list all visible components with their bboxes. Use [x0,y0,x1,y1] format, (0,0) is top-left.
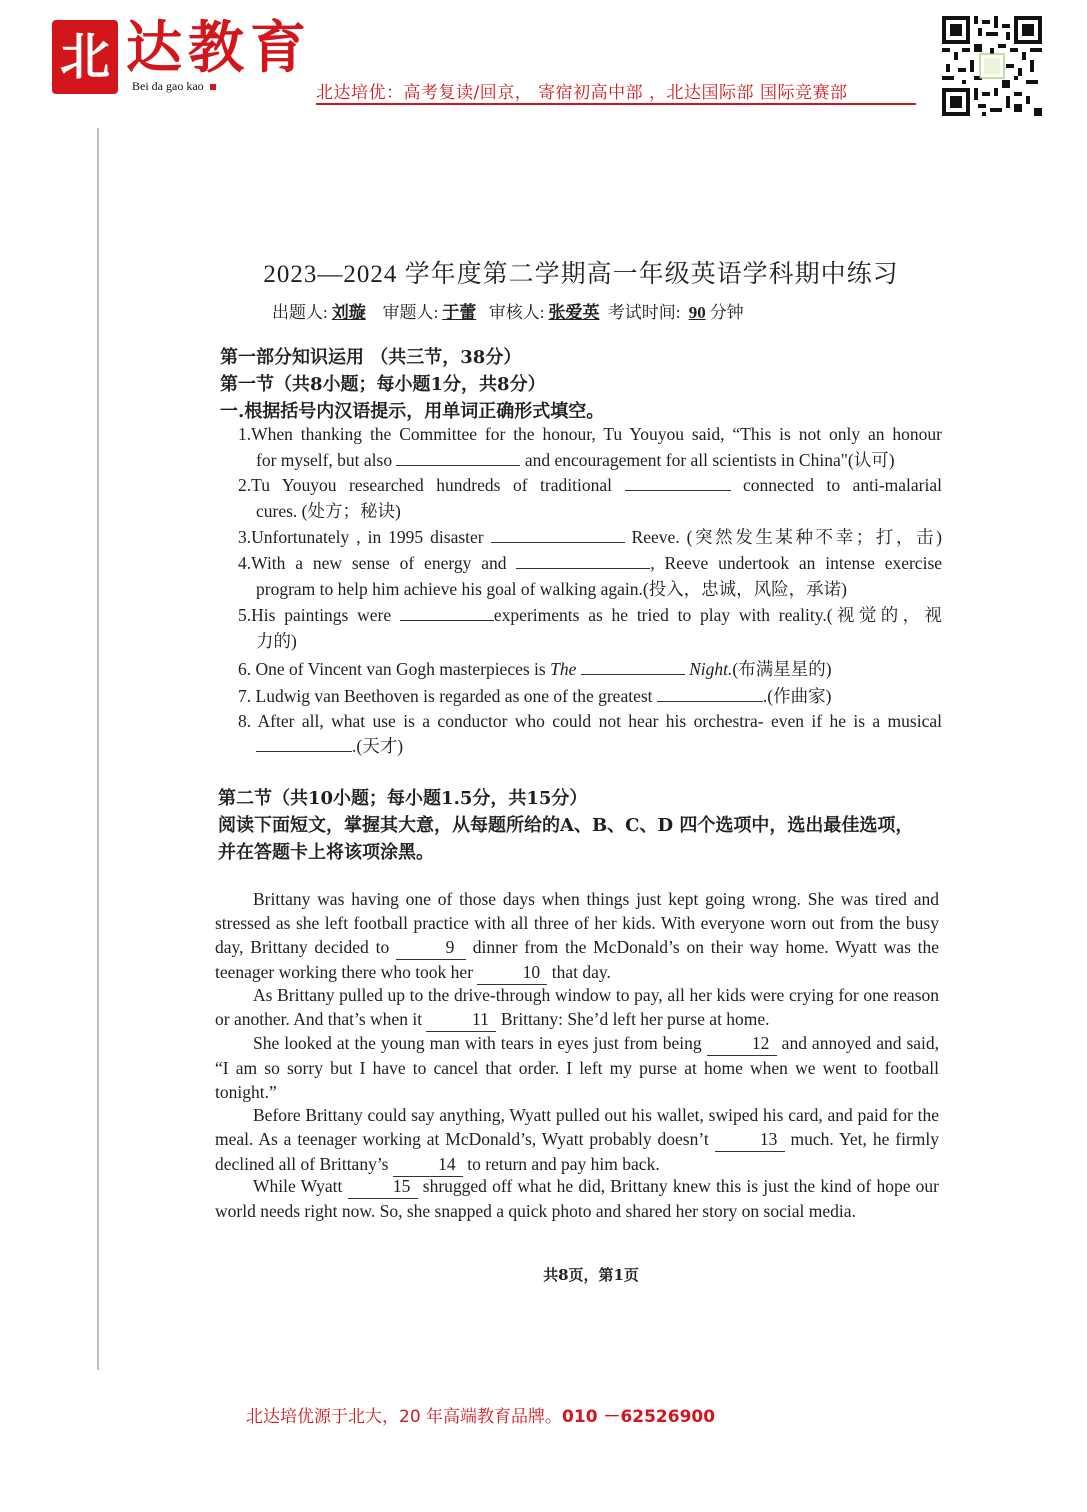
question-7: 7. Ludwig van Beethoven is regarded as one of the greatest .(作曲家) [238,683,942,709]
cloze-gap-10: 10 [477,960,547,985]
binding-line [97,128,99,1370]
question-1-line2: for myself, but also and encouragement for all scientists in China"(认可) [256,447,942,473]
cloze-gap-11: 11 [426,1007,496,1032]
logo-glyph: 北 [60,28,110,86]
exam-title: 2023—2024 学年度第二学期高一年级英语学科期中练习 [263,261,899,288]
brand-pinyin: Bei da gao kao [132,79,216,94]
section1-heading: 第一节（共8小题；每小题1分，共8分） [220,374,546,395]
question-5-line2: 力的) [256,631,297,651]
cloze-gap-14: 14 [393,1152,463,1177]
question-4-line1: 4.With a new sense of energy and , Reeve undertook an intense exercise [238,550,942,576]
brand-logo [52,20,118,94]
question-8-line1: 8. After all, what use is a conductor who could not hear his orchestra- even if he is a musical [238,711,942,731]
answer-blank-4 [516,550,650,569]
question-4-line2: program to help him achieve his goal of walking again.(投入，忠诚，风险，承诺) [256,579,847,599]
answer-blank-5 [400,602,494,621]
answer-blank-1 [396,447,520,466]
brand-name: 达教育 [126,15,312,81]
section2-instructions-1: 阅读下面短文，掌握其大意，从每题所给的A、B、C、D 四个选项中，选出最佳选项， [218,815,914,836]
cloze-gap-9: 9 [396,935,466,960]
cloze-gap-13: 13 [715,1127,785,1152]
exam-duration: 90 [688,303,706,322]
question-2-line1: 2.Tu Youyou researched hundreds of traditional connected to anti-malarial [238,472,942,498]
answer-blank-8 [256,733,352,752]
contact-phone: 010 －62526900 [562,1407,716,1427]
setter-name: 刘璇 [331,303,366,322]
reviewer-name: 于蕾 [442,303,477,322]
answer-blank-3 [491,524,625,543]
question-1-line1: 1.When thanking the Committee for the honour, Tu Youyou said, “This is not only an honour [238,424,942,444]
question-2-line2: cures. (处方；秘诀) [256,501,401,521]
section2-heading: 第二节（共10小题；每小题1.5分，共15分） [218,788,588,809]
passage-paragraph-2: As Brittany pulled up to the drive-through window to pay, all her kids were crying for one reason or another. And that’s when it 11 Brittany: She’d left her purse at home. [215,983,939,1032]
question-3: 3.Unfortunately , in 1995 disaster Reeve. (突然发生某种不幸；打，击) [238,524,942,550]
checker-name: 张爱英 [548,303,600,322]
cloze-gap-15: 15 [348,1174,418,1199]
question-5-line1: 5.His paintings were experiments as he tried to play with reality.(视觉的，视 [238,602,942,628]
answer-blank-2 [625,472,731,491]
header-divider [316,103,916,105]
passage-paragraph-5: While Wyatt 15 shrugged off what he did, Brittany knew this is just the kind of hope our world needs right now. So, she snapped a quick photo and shared her story on social media. [215,1176,940,1221]
pinyin-mark-icon [210,84,216,90]
question-8-line2: .(天才) [256,733,942,759]
header-tagline: 北达培优：高考复读/回京， 寄宿初高中部 ，北达国际部 国际竞赛部 [316,83,848,103]
exam-meta: 出题人: 刘璇 审题人: 于蕾 审核人: 张爱英 考试时间: 90 分钟 [272,303,744,322]
answer-blank-7 [657,683,763,702]
bottom-banner: 北达培优源于北大，20 年高端教育品牌。010 －62526900 [246,1407,716,1427]
page-number: 共8页，第1页 [543,1266,639,1284]
passage-paragraph-4: Before Brittany could say anything, Wyatt pulled out his wallet, swiped his card, and paid for the meal. As a teenager working at McDonald’s, Wyatt probably doesn’t 13 much. Yet, he firmly declined all of Brittany’s 14 to return and pay him back. [215,1103,939,1177]
question-6: 6. One of Vincent van Gogh masterpieces is The Night.(布满星星的) [238,656,942,682]
answer-blank-6 [581,656,685,675]
passage-paragraph-3: She looked at the young man with tears in eyes just from being 12 and annoyed and said, “I am so sorry but I have to cancel that order. I left my purse at home when we went to football tonight.” [215,1033,940,1102]
cloze-gap-12: 12 [707,1031,777,1056]
passage-paragraph-1: Brittany was having one of those days when things just kept going wrong. She was tired and stressed as she left football practice with all three of her kids. With everyone worn out from the busy day, Brittany decided to 9 dinner from the McDonald’s on their way home. Wyatt was the teenager working there who took her 10 that day. [215,887,939,985]
section1-instructions: 一.根据括号内汉语提示，用单词正确形式填空。 [220,401,605,422]
section2-instructions-2: 并在答题卡上将该项涂黑。 [218,842,434,863]
part1-heading: 第一部分知识运用 （共三节，38分） [220,347,522,368]
qr-code-icon [942,16,1042,116]
